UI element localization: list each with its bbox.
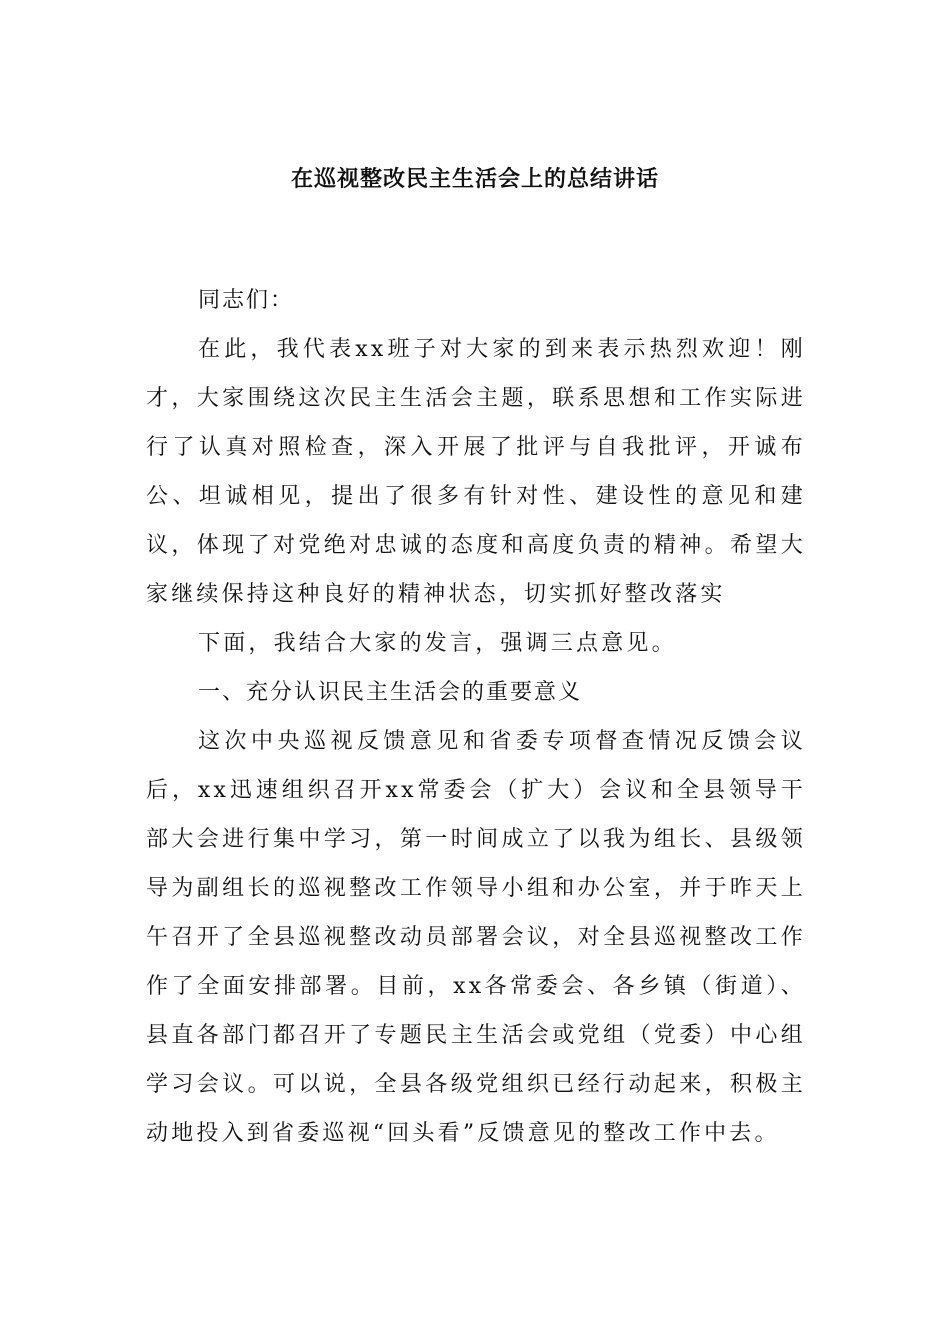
document-body xyxy=(146,276,806,1158)
salutation-paragraph: 同志们： xyxy=(198,288,295,313)
transition-paragraph: 下面，我结合大家的发言，强调三点意见。 xyxy=(198,631,677,656)
body-paragraph: 这次中央巡视反馈意见和省委专项督查情况反馈会议后，xx迅速组织召开xx常委会（扩大）会议和全县领导干部大会进行集中学习，第一时间成立了以我为组长、县级领导为副组长的巡视整改工作领导小组和办公室，并于昨天上午召开了全县巡视整改动员部署会议，对全县巡视整改工作作了全面安排部署。目前，xx各常委会、各乡镇（街道）、县直各部门都召开了专题民主生活会或党组（党委）中心组学习会议。可以说，全县各级党组织已经行动起来，积极主动地投入到省委巡视“回头看”反馈意见的整改工作中去。 xyxy=(146,729,806,1146)
document-title: 在巡视整改民主生活会上的总结讲话 xyxy=(290,167,659,192)
welcome-paragraph: 在此，我代表xx班子对大家的到来表示热烈欢迎！刚才，大家围绕这次民主生活会主题，联系思想和工作实际进行了认真对照检查，深入开展了批评与自我批评，开诚布公、坦诚相见，提出了很多有针对性、建设性的意见和建议，体现了对党绝对忠诚的态度和高度负责的精神。希望大家继续保持这种良好的精神状态，切实抓好整改落实 xyxy=(146,337,806,607)
section-heading: 一、充分认识民主生活会的重要意义 xyxy=(198,680,583,705)
